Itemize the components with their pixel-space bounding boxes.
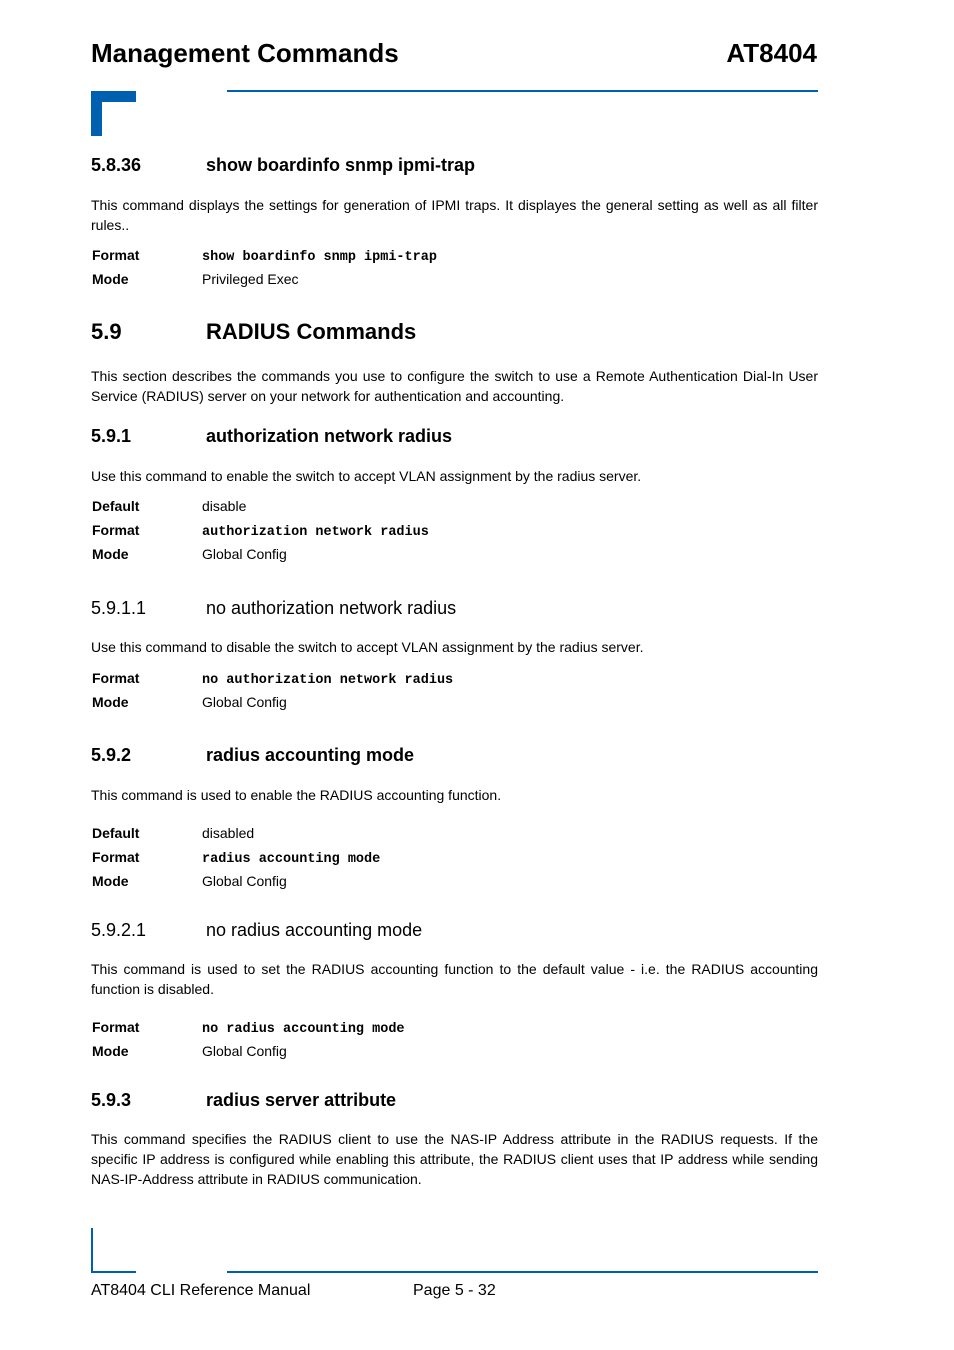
format-row [92, 668, 453, 691]
section-paragraph: Use this command to enable the switch to accept VLAN assignment by the radius server. [91, 468, 642, 484]
format-label: Format [92, 849, 140, 865]
section-paragraph: This command displays the settings for generation of IPMI traps. It displayes the general setting as well as all filter rules.. [91, 197, 818, 233]
format-value: authorization network radius [202, 525, 429, 540]
format-row [92, 847, 380, 870]
section-number: 5.9.2.1 [91, 920, 147, 940]
mode-label: Mode [92, 1043, 129, 1059]
section-paragraph: Use this command to disable the switch to accept VLAN assignment by the radius server. [91, 639, 644, 655]
section-heading [91, 1088, 396, 1112]
format-row [92, 520, 429, 543]
format-value: show boardinfo snmp ipmi-trap [202, 250, 437, 265]
mode-value: Privileged Exec [202, 271, 299, 287]
header-title: Management Commands [91, 38, 399, 68]
footer-manual-title: AT8404 CLI Reference Manual [91, 1282, 311, 1299]
mode-row [92, 692, 287, 712]
chapter-heading [91, 318, 416, 346]
corner-mark-bottom-bar [91, 1271, 136, 1273]
format-row [92, 1017, 405, 1040]
default-value: disable [202, 498, 247, 514]
mode-row [92, 269, 299, 289]
section-paragraph: This command is used to enable the RADIUS accounting function. [91, 787, 502, 803]
section-heading [91, 424, 452, 448]
default-row [92, 823, 254, 843]
section-heading [91, 153, 475, 177]
format-value: no authorization network radius [202, 673, 454, 688]
mode-value: Global Config [202, 1043, 287, 1059]
subsection-heading [91, 596, 456, 620]
mode-label: Mode [92, 546, 129, 562]
section-title: RADIUS Commands [206, 319, 417, 344]
section-number: 5.8.36 [91, 155, 142, 175]
format-value: no radius accounting mode [202, 1022, 405, 1037]
subsection-heading [91, 918, 422, 942]
section-number: 5.9.2 [91, 745, 132, 765]
footer-rule [227, 1271, 818, 1273]
section-title: radius accounting mode [206, 745, 415, 765]
section-title: authorization network radius [206, 426, 453, 446]
format-label: Format [92, 247, 140, 263]
mode-label: Mode [92, 873, 129, 889]
format-label: Format [92, 522, 140, 538]
section-number: 5.9 [91, 319, 122, 344]
format-row [92, 245, 437, 268]
format-label: Format [92, 1019, 140, 1035]
default-value: disabled [202, 825, 255, 841]
default-label: Default [92, 825, 140, 841]
mode-label: Mode [92, 271, 129, 287]
section-title: no authorization network radius [206, 598, 457, 618]
mode-value: Global Config [202, 873, 287, 889]
section-heading [91, 743, 414, 767]
format-value: radius accounting mode [202, 852, 381, 867]
mode-row [92, 871, 287, 891]
section-number: 5.9.3 [91, 1090, 132, 1110]
section-paragraph: This section describes the commands you use to configure the switch to use a Remote Authentication Dial-In User Service (RADIUS) server on your network for authentication and accounting. [91, 368, 818, 404]
footer-page-number: Page 5 - 32 [413, 1282, 496, 1299]
default-row [92, 496, 246, 516]
section-number: 5.9.1.1 [91, 598, 147, 618]
section-title: show boardinfo snmp ipmi-trap [206, 155, 475, 175]
mode-value: Global Config [202, 694, 287, 710]
mode-value: Global Config [202, 546, 287, 562]
corner-mark-bottom [91, 1228, 93, 1273]
mode-row [92, 1041, 287, 1061]
section-title: radius server attribute [206, 1090, 397, 1110]
corner-mark-top-bar [91, 91, 136, 102]
header-rule [227, 90, 818, 92]
default-label: Default [92, 498, 140, 514]
section-title: no radius accounting mode [206, 920, 423, 940]
section-number: 5.9.1 [91, 426, 132, 446]
mode-label: Mode [92, 694, 129, 710]
format-label: Format [92, 670, 140, 686]
mode-row [92, 544, 287, 564]
section-paragraph: This command is used to set the RADIUS accounting function to the default value - i.e. the RADIUS accounting function is disabled. [91, 961, 818, 997]
section-paragraph: This command specifies the RADIUS client to use the NAS-IP Address attribute in the RADIUS requests. If the specific IP address is configured while enabling this attribute, the RADIUS client uses that IP address while sending NAS-IP-Address attribute in RADIUS communication. [91, 1131, 818, 1187]
header-product: AT8404 [726, 38, 817, 68]
